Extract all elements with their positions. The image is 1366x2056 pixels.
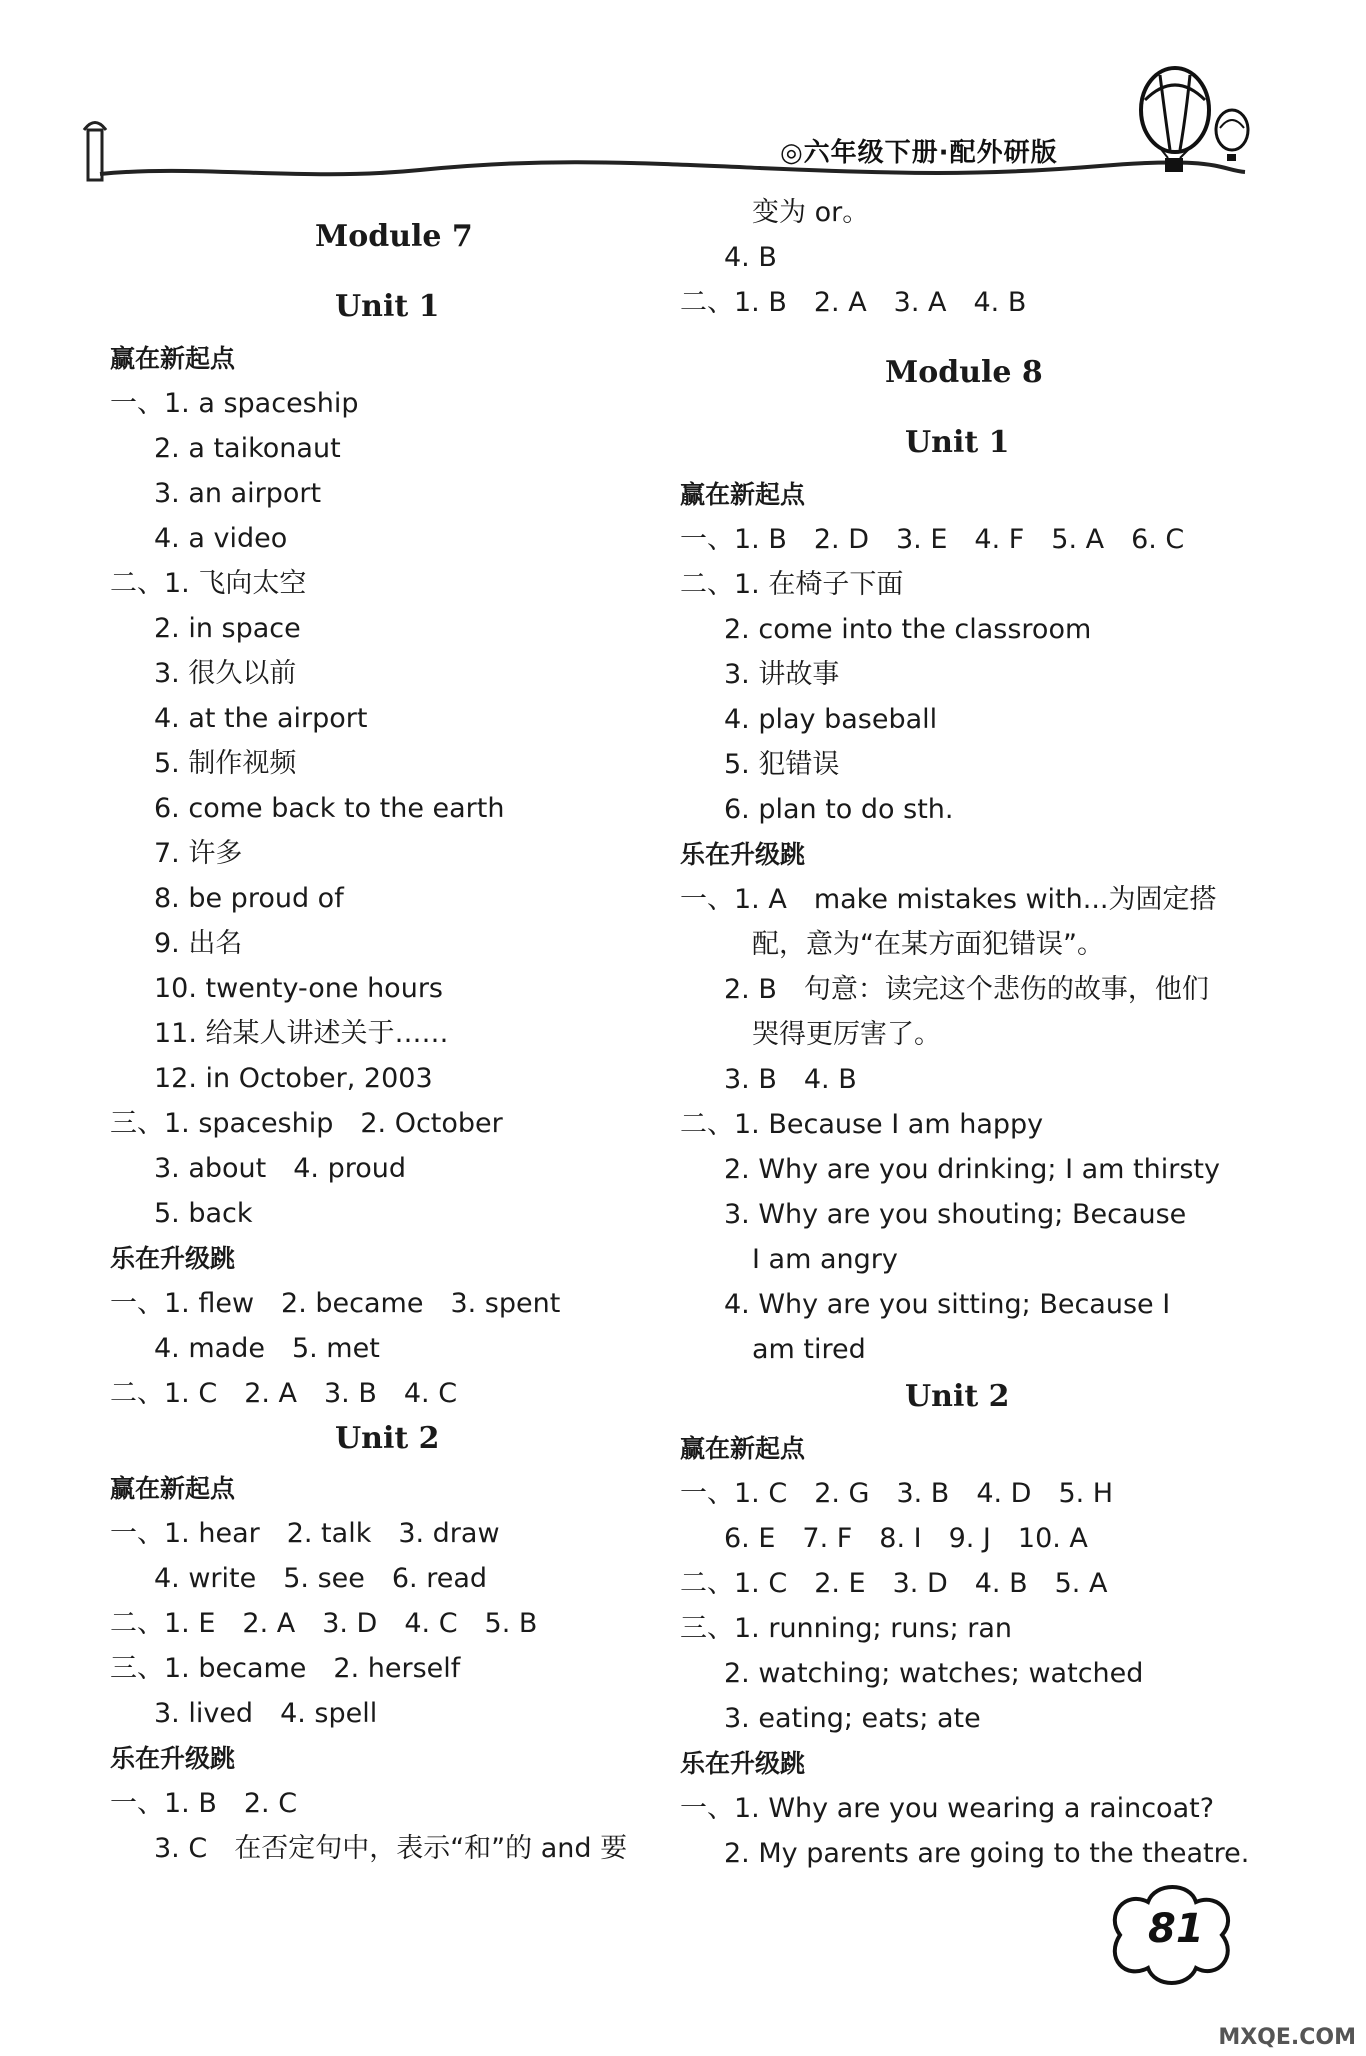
answer-line: 一、1. a spaceship bbox=[110, 388, 359, 419]
answer-line: 2. My parents are going to the theatre. bbox=[724, 1838, 1250, 1869]
unit-heading: Unit 2 bbox=[905, 1379, 1010, 1414]
answer-line: 二、1. Because I am happy bbox=[680, 1109, 1044, 1140]
unit-heading: Unit 1 bbox=[905, 425, 1010, 460]
answer-line: 8. be proud of bbox=[154, 883, 344, 914]
answer-line: 4. made 5. met bbox=[154, 1333, 380, 1364]
answer-line: 一、1. Why are you wearing a raincoat? bbox=[680, 1793, 1215, 1824]
section-title: 赢在新起点 bbox=[680, 1434, 806, 1463]
watermark-text: MXQE.COM bbox=[1218, 2025, 1356, 2050]
answer-line: 2. come into the classroom bbox=[724, 614, 1092, 645]
section-title: 乐在升级跳 bbox=[110, 1744, 236, 1773]
answer-line: 3. C 在否定句中，表示“和”的 and 要 bbox=[154, 1833, 628, 1864]
answer-line: 6. plan to do sth. bbox=[724, 794, 954, 825]
answer-line: 一、1. flew 2. became 3. spent bbox=[110, 1288, 561, 1319]
answer-line: 5. 制作视频 bbox=[154, 748, 297, 779]
answer-line: 二、1. 飞向太空 bbox=[110, 568, 307, 599]
answer-line: 三、1. running; runs; ran bbox=[680, 1613, 1013, 1644]
answer-line: 3. lived 4. spell bbox=[154, 1698, 378, 1729]
answer-line: I am angry bbox=[752, 1244, 898, 1275]
answer-line: 一、1. A make mistakes with...为固定搭 bbox=[680, 884, 1217, 915]
left-ornament-icon bbox=[84, 123, 106, 181]
answer-line: 2. B 句意：读完这个悲伤的故事，他们 bbox=[724, 974, 1209, 1005]
answer-line: 10. twenty-one hours bbox=[154, 973, 443, 1004]
header-divider bbox=[100, 162, 1245, 174]
answer-line: 3. B 4. B bbox=[724, 1064, 857, 1095]
answer-line: 3. 讲故事 bbox=[724, 659, 840, 690]
answer-line: 12. in October, 2003 bbox=[154, 1063, 433, 1094]
answer-line: 哭得更厉害了。 bbox=[752, 1019, 941, 1050]
answer-line: 二、1. E 2. A 3. D 4. C 5. B bbox=[110, 1608, 538, 1639]
answer-line: 3. Why are you shouting; Because bbox=[724, 1199, 1187, 1230]
answer-line: am tired bbox=[752, 1334, 866, 1365]
unit-heading: Unit 1 bbox=[335, 289, 440, 324]
section-title: 乐在升级跳 bbox=[680, 840, 806, 869]
answer-line: 2. in space bbox=[154, 613, 301, 644]
answer-line: 11. 给某人讲述关于…… bbox=[154, 1018, 449, 1049]
answer-line: 二、1. C 2. A 3. B 4. C bbox=[110, 1378, 458, 1409]
answer-line: 三、1. spaceship 2. October bbox=[110, 1108, 503, 1139]
answer-line: 一、1. C 2. G 3. B 4. D 5. H bbox=[680, 1478, 1114, 1509]
section-title: 赢在新起点 bbox=[680, 480, 806, 509]
unit-heading: Module 7 bbox=[315, 219, 473, 254]
answer-line: 5. 犯错误 bbox=[724, 749, 840, 780]
answer-line: 2. a taikonaut bbox=[154, 433, 341, 464]
section-title: 赢在新起点 bbox=[110, 1474, 236, 1503]
answer-line: 3. an airport bbox=[154, 478, 322, 509]
answer-line: 二、1. C 2. E 3. D 4. B 5. A bbox=[680, 1568, 1108, 1599]
answer-line: 3. eating; eats; ate bbox=[724, 1703, 981, 1734]
answer-line: 4. at the airport bbox=[154, 703, 368, 734]
answer-line: 3. 很久以前 bbox=[154, 658, 297, 689]
page-number: 81 bbox=[1148, 1906, 1204, 1952]
answer-line: 二、1. 在椅子下面 bbox=[680, 569, 904, 600]
answer-line: 4. write 5. see 6. read bbox=[154, 1563, 488, 1594]
unit-heading: Unit 2 bbox=[335, 1421, 440, 1456]
section-title: 乐在升级跳 bbox=[110, 1244, 236, 1273]
answer-line: 2. watching; watches; watched bbox=[724, 1658, 1144, 1689]
answer-line: 3. about 4. proud bbox=[154, 1153, 407, 1184]
answer-line: 6. E 7. F 8. I 9. J 10. A bbox=[724, 1523, 1088, 1554]
answer-line: 二、1. B 2. A 3. A 4. B bbox=[680, 287, 1027, 318]
section-title: 赢在新起点 bbox=[110, 344, 236, 373]
answer-line: 变为 or。 bbox=[752, 197, 870, 228]
answer-line: 一、1. B 2. D 3. E 4. F 5. A 6. C bbox=[680, 524, 1185, 555]
answer-line: 4. B bbox=[724, 242, 777, 273]
answer-line: 一、1. B 2. C bbox=[110, 1788, 298, 1819]
answer-line: 2. Why are you drinking; I am thirsty bbox=[724, 1154, 1220, 1185]
answer-line: 配，意为“在某方面犯错误”。 bbox=[752, 929, 1104, 960]
answer-line: 4. a video bbox=[154, 523, 288, 554]
unit-heading: Module 8 bbox=[885, 355, 1043, 390]
answer-line: 三、1. became 2. herself bbox=[110, 1653, 461, 1684]
answer-line: 4. Why are you sitting; Because I bbox=[724, 1289, 1171, 1320]
hot-air-balloon-icon bbox=[1141, 68, 1209, 172]
answer-line: 4. play baseball bbox=[724, 704, 938, 735]
answer-line: 9. 出名 bbox=[154, 928, 243, 959]
answer-line: 一、1. hear 2. talk 3. draw bbox=[110, 1518, 500, 1549]
page-header bbox=[0, 0, 1366, 200]
header-decoration bbox=[0, 0, 1366, 200]
answer-line: 5. back bbox=[154, 1198, 253, 1229]
book-title: ◎六年级下册·配外研版 bbox=[780, 138, 1058, 168]
small-balloon-icon bbox=[1216, 110, 1248, 161]
answer-line: 6. come back to the earth bbox=[154, 793, 505, 824]
section-title: 乐在升级跳 bbox=[680, 1749, 806, 1778]
answer-line: 7. 许多 bbox=[154, 838, 243, 869]
